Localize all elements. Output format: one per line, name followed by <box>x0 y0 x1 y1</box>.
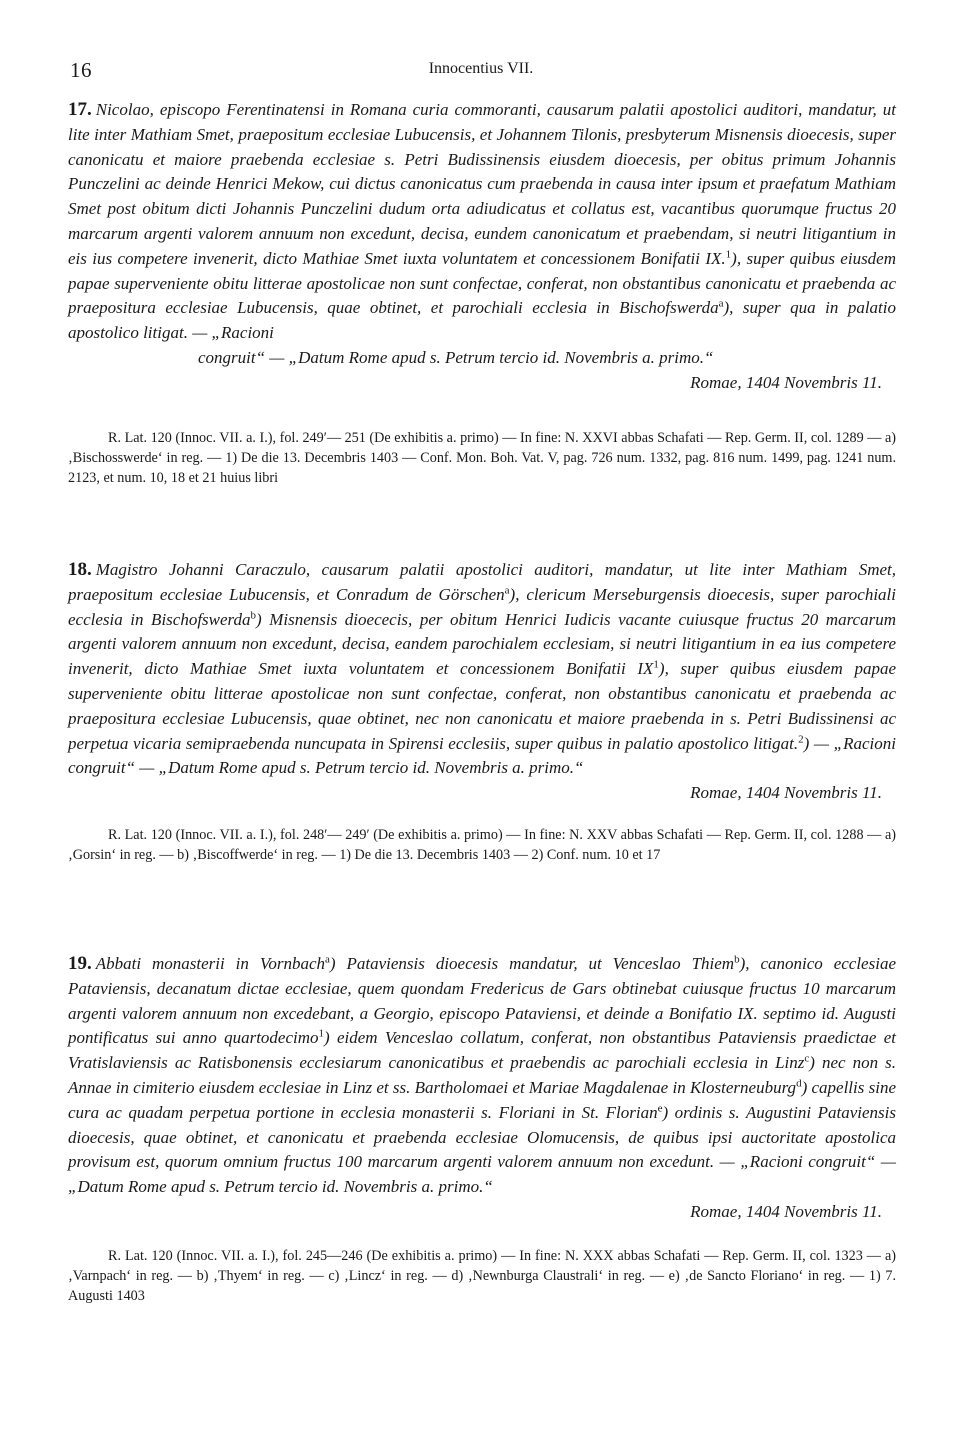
entry-19 <box>68 952 896 1225</box>
entry-date: Romae, 1404 Novembris 11. <box>690 783 882 803</box>
entry-body: 19. Abbati monasterii in Vornbach$^a$) Pataviensis dioecesis mandatur, ut Venceslao Thiem$^b$), canonico ecclesiae Pataviensis, decanatum dictae ecclesiae, quem quondam Fredericus de Gars obtinebat cuiusque fructus 10 marcarum argenti valorem annuum non excedebant, a Georgio, episcopo Pataviensi, et deinde a Bonifatio IX. septimo id. Augusti pontificatus sui anno quartodecimo$^1$) eidem Venceslao collatum, conferat, non obstantibus Pataviensis praedictae et Vratislaviensis ac Ratisbonensis ecclesiarum canonicatibus et praebendis ac parochiali ecclesia in Linz$^c$) nec non s. Annae in cimiterio eiusdem ecclesiae in Linz et ss. Bartholomaei et Mariae Magdalenae in Klosterneuburg$^d$) capellis sine cura ac quadam perpetua portione in ecclesia monasterii s. Floriani in St. Florian$^e$) ordinis s. Augustini Pataviensis dioecesis, quae obtinet, et canonicatu et praebenda ecclesiae Olomucensis, de quibus ipsi auctoritate apostolica provisum est, quorum omnium fructus 100 marcarum argenti valorem annuum non excedunt. — „Racioni congruit“ — „Datum Rome apud s. Petrum tercio id. Novembris a. primo.“ <box>68 953 897 1197</box>
entry-number: 17. <box>68 99 92 120</box>
entry-18 <box>68 558 896 806</box>
entry-18-note: R. Lat. 120 (Innoc. VII. a. I.), fol. 248′— 249′ (De exhibitis a. primo) — In fine: N. XXV abbas Schafati — Rep. Germ. II, col. 1288 — a) ‚Gorsin‘ in reg. — b) ‚Biscoffwerde‘ in reg. — 1) De die 13. Decembris 1403 — 2) Conf. num. 10 et 17 <box>68 827 896 863</box>
entry-date: Romae, 1404 Novembris 11. <box>690 372 882 392</box>
entry-body: 18. Magistro Johanni Caraczulo, causarum palatii apostolici auditori, mandatur, ut lite inter Mathiam Smet, praepositum ecclesiae Lubucensis, et Conradum de Görschen$^a$), clericum Merseburgensis dioecesis, super parochiali ecclesia in Bischofswerda$^b$) Misnensis dioececis, per obitum Henrici Iudicis vacante cuiusque fructus 20 marcarum argenti valorem annuum non excedunt, decisa, eandem parochialem ecclesiam, si neutri litigantium in ea ius competere invenerit, dicto Mathiae Smet iuxta voluntatem et concessionem Bonifatii $IX^1$), super quibus eiusdem papae superveniente obitu litterae apostolicae non sunt confectae, conferat, non obstantibus canonicatu et praebenda ac praepositura ecclesiae Lubucensis, quae obtinet, nec non canonicatu et maiore praebenda in s. Petri Budissinensi ac perpetua vicaria semipraebenda nuncupata in Spirensi ecclesiis, super quibus in palatio apostolico litigat.$^2$) — „Racioni congruit“ — „Datum Rome apud s. Petrum tercio id. Novembris a. primo.“ <box>68 559 896 778</box>
page-number: 16 <box>70 58 92 82</box>
entry-body: 17. Nicolao, episcopo Ferentinatensi in Romana curia commoranti, causarum palatii apostolici auditori, mandatur, ut lite inter Mathiam Smet, praepositum ecclesiae Lubucensis, et Johannem Tilonis, presbyterum Misnensis dioecesis, super canonicatu et maiore praebenda ecclesiae s. Petri Budissinensis eiusdem dioecesis, per obitus primum Johannis Punczelini ac deinde Henrici Mekow, cui dictus canonicatus cum praebenda in causa inter ipsum et praefatum Mathiam Smet post obitum dicti Johannis Punczelini dudum orta adiudicatus et collatus est, vacantibus quorumque fructus 20 marcarum argenti valorem annuum non excedunt, decisa, eundem canonicatum et praebendam, si neutri litigantium in eis ius competere invenerit, dicto Mathiae Smet iuxta voluntatem et concessionem Bonifatii IX.$^1$), super quibus eiusdem papae superveniente obitu litterae apostolicae non sunt confectae, conferat, non obstantibus canonicatu et praebenda ac praepositura ecclesiae Lubucensis, quae obtinet, et parochiali ecclesia in Bischofswerda$^a$), super qua in palatio apostolico litigat. — „Racioni <box>68 99 897 343</box>
running-title: Innocentius VII. <box>428 60 534 77</box>
entry-19-note: R. Lat. 120 (Innoc. VII. a. I.), fol. 245—246 (De exhibitis a. primo) — In fine: N. XXX abbas Schafati — Rep. Germ. II, col. 1323 — a) ‚Varnpach‘ in reg. — b) ‚Thyem‘ in reg. — c) ‚Lincz‘ in reg. — d) ‚Newnburga Claustrali‘ in reg. — e) ‚de Sancto Floriano‘ in reg. — 1) 7. Augusti 1403 <box>68 1248 896 1304</box>
entry-number: 19. <box>68 953 92 974</box>
entry-closing: congruit“ — „Datum Rome apud s. Petrum tercio id. Novembris a. primo.“ <box>198 347 714 367</box>
entry-17-note: R. Lat. 120 (Innoc. VII. a. I.), fol. 249′— 251 (De exhibitis a. primo) — In fine: N. XXVI abbas Schafati — Rep. Germ. II, col. 1289 — a) ‚Bischosswerde‘ in reg. — 1) De die 13. Decembris 1403 — Conf. Mon. Boh. Vat. V, pag. 726 num. 1332, pag. 816 num. 1499, pag. 1241 num. 2123, et num. 10, 18 et 21 huius libri <box>68 430 896 486</box>
entry-17 <box>68 98 896 396</box>
page-header <box>68 58 894 88</box>
entry-date: Romae, 1404 Novembris 11. <box>690 1201 882 1221</box>
entry-number: 18. <box>68 559 92 580</box>
